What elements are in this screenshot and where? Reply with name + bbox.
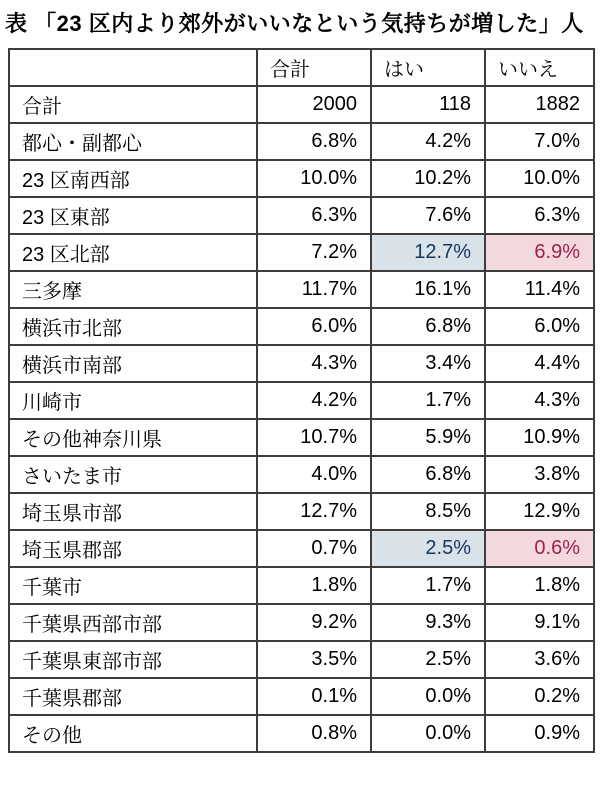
table-row [9,678,594,715]
row-label: 23 区東部 [9,197,257,234]
row-label: 埼玉県市部 [9,493,257,530]
value-cell: 2.5% [371,641,485,678]
value-cell: 118 [371,86,485,123]
value-cell: 1.7% [371,567,485,604]
value-cell: 2000 [257,86,371,123]
row-label: 千葉県西部市部 [9,604,257,641]
table-title: 表 「23 区内より郊外がいいなという気持ちが増した」人 [5,11,584,36]
table-row [9,271,594,308]
row-label: 横浜市北部 [9,308,257,345]
row-label: 千葉県東部市部 [9,641,257,678]
row-label: 三多摩 [9,271,257,308]
row-label: さいたま市 [9,456,257,493]
table-row [9,419,594,456]
value-cell: 0.2% [485,678,594,715]
value-cell: 6.8% [257,123,371,160]
value-cell: 4.2% [371,123,485,160]
value-cell: 6.3% [485,197,594,234]
value-cell: 7.6% [371,197,485,234]
row-label: その他神奈川県 [9,419,257,456]
table-row [9,456,594,493]
value-cell: 1.7% [371,382,485,419]
value-cell: 16.1% [371,271,485,308]
survey-crosstab-table [8,48,595,753]
value-cell: 10.0% [257,160,371,197]
row-label: 都心・副都心 [9,123,257,160]
value-cell: 4.2% [257,382,371,419]
value-cell: 4.4% [485,345,594,382]
table-row [9,604,594,641]
value-cell: 4.3% [257,345,371,382]
value-cell: 4.0% [257,456,371,493]
value-cell: 1.8% [257,567,371,604]
value-cell: 11.7% [257,271,371,308]
value-cell: 0.1% [257,678,371,715]
value-cell-highlighted-blue: 2.5% [371,530,485,567]
value-cell: 9.2% [257,604,371,641]
table-row [9,160,594,197]
value-cell: 6.3% [257,197,371,234]
column-header: いいえ [485,49,594,86]
table-row [9,197,594,234]
value-cell: 6.8% [371,456,485,493]
table-row [9,715,594,752]
value-cell: 6.8% [371,308,485,345]
value-cell: 4.3% [485,382,594,419]
value-cell: 3.6% [485,641,594,678]
table-row [9,234,594,271]
row-label: 23 区南西部 [9,160,257,197]
table-row [9,86,594,123]
value-cell: 0.8% [257,715,371,752]
table-row [9,567,594,604]
row-label: 千葉市 [9,567,257,604]
table-row [9,345,594,382]
value-cell: 10.0% [485,160,594,197]
table-row [9,123,594,160]
row-label: 川崎市 [9,382,257,419]
row-label: 23 区北部 [9,234,257,271]
value-cell: 12.7% [257,493,371,530]
value-cell: 5.9% [371,419,485,456]
value-cell: 7.0% [485,123,594,160]
value-cell: 12.9% [485,493,594,530]
value-cell-highlighted-blue: 12.7% [371,234,485,271]
value-cell: 10.7% [257,419,371,456]
value-cell: 0.7% [257,530,371,567]
value-cell-highlighted-pink: 0.6% [485,530,594,567]
value-cell-highlighted-pink: 6.9% [485,234,594,271]
value-cell: 9.1% [485,604,594,641]
row-label: 合計 [9,86,257,123]
table-row [9,308,594,345]
value-cell: 0.9% [485,715,594,752]
value-cell: 3.8% [485,456,594,493]
row-label-column-header [9,49,257,86]
value-cell: 10.2% [371,160,485,197]
column-header: 合計 [257,49,371,86]
row-label: 千葉県郡部 [9,678,257,715]
header-row [9,49,594,86]
value-cell: 11.4% [485,271,594,308]
value-cell: 9.3% [371,604,485,641]
value-cell: 6.0% [257,308,371,345]
row-label: 横浜市南部 [9,345,257,382]
table-row [9,641,594,678]
row-label: その他 [9,715,257,752]
column-header: はい [371,49,485,86]
value-cell: 1.8% [485,567,594,604]
value-cell: 3.5% [257,641,371,678]
value-cell: 10.9% [485,419,594,456]
value-cell: 8.5% [371,493,485,530]
value-cell: 7.2% [257,234,371,271]
value-cell: 3.4% [371,345,485,382]
value-cell: 0.0% [371,678,485,715]
value-cell: 1882 [485,86,594,123]
table-row [9,493,594,530]
table-row [9,382,594,419]
value-cell: 6.0% [485,308,594,345]
row-label: 埼玉県郡部 [9,530,257,567]
value-cell: 0.0% [371,715,485,752]
table-row [9,530,594,567]
